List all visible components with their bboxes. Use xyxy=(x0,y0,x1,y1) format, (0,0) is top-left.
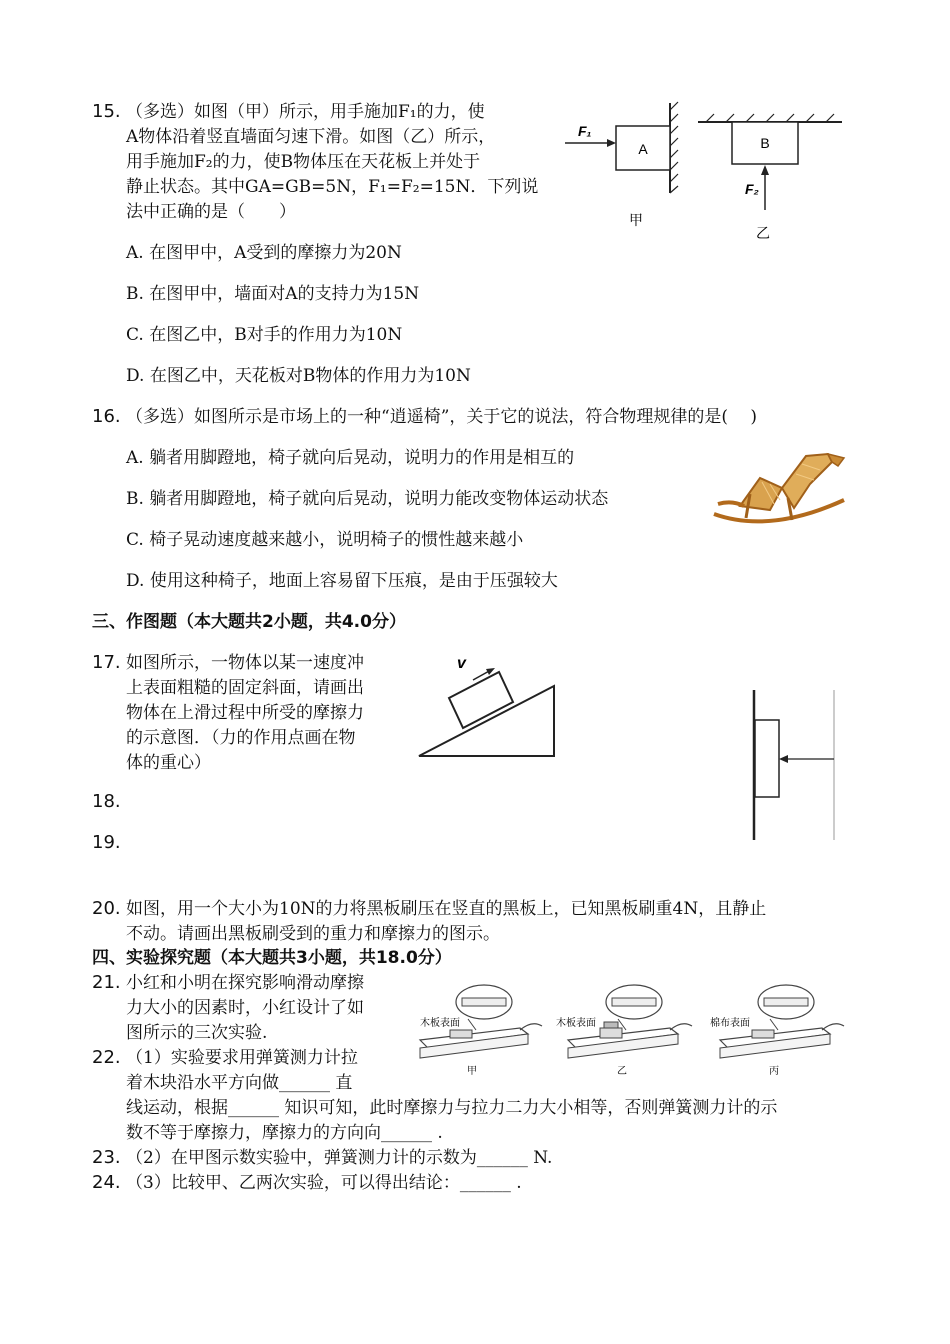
q16-option-a: A. 躺者用脚蹬地，椅子就向后晃动，说明力的作用是相互的 xyxy=(126,448,575,468)
q21-line-1: 小红和小明在探究影响滑动摩擦 xyxy=(126,973,364,993)
section-3-heading: 三、作图题（本大题共2小题，共4.0分） xyxy=(92,612,406,632)
q24-text: （3）比较甲、乙两次实验，可以得出结论：______ . xyxy=(126,1173,522,1193)
q15-line-2: A物体沿着竖直墙面匀速下滑。如图（乙）所示， xyxy=(126,127,496,147)
q20-line-1: 如图，用一个大小为10N的力将黑板刷压在竖直的黑板上，已知黑板刷重4N，且静止 xyxy=(126,899,767,919)
label-yi-exp: 乙 xyxy=(617,1066,627,1077)
q21-line-2: 力大小的因素时，小红设计了如 xyxy=(126,998,364,1018)
q15-line-4: 静止状态。其中GA=GB=5N，F₁=F₂=15N．下列说 xyxy=(126,177,539,197)
question-15-number: 15. xyxy=(92,101,121,122)
q17-line-5: 体的重心） xyxy=(126,753,211,773)
question-19-number: 19. xyxy=(92,832,121,853)
surface-label-yi: 木板表面 xyxy=(556,1018,596,1029)
label-yi: 乙 xyxy=(756,225,770,241)
f1-label: F₁ xyxy=(578,123,592,139)
section-4-heading: 四、实验探究题（本大题共3小题，共18.0分） xyxy=(92,948,452,968)
label-jia: 甲 xyxy=(629,212,643,228)
q21-line-3: 图所示的三次实验. xyxy=(126,1023,268,1043)
q15-option-a: A. 在图甲中，A受到的摩擦力为20N xyxy=(126,243,402,263)
question-17-number: 17. xyxy=(92,652,121,673)
question-21-number: 21. xyxy=(92,972,121,993)
question-18-number: 18. xyxy=(92,791,121,812)
q16-option-c: C. 椅子晃动速度越来越小，说明椅子的惯性越来越小 xyxy=(126,530,524,550)
q17-line-3: 物体在上滑过程中所受的摩擦力 xyxy=(126,703,364,723)
q22-line-3: 线运动，根据______ 知识可知，此时摩擦力与拉力二力大小相等，否则弹簧测力计的示 xyxy=(126,1098,778,1118)
q16-option-d: D. 使用这种椅子，地面上容易留下压痕，是由于压强较大 xyxy=(126,571,558,591)
blackboard-figure xyxy=(745,690,837,840)
question-16-number: 16. xyxy=(92,406,121,427)
block-a-label: A xyxy=(638,141,648,157)
q20-line-2: 不动。请画出黑板刷受到的重力和摩擦力的图示。 xyxy=(126,924,500,944)
q16-stem: （多选）如图所示是市场上的一种“逍遥椅”，关于它的说法，符合物理规律的是( ) xyxy=(126,407,758,427)
velocity-label: v xyxy=(457,655,466,672)
q15-option-b: B. 在图甲中，墙面对A的支持力为15N xyxy=(126,284,420,304)
question-20-number: 20. xyxy=(92,898,121,919)
experiment-jia xyxy=(420,985,542,1077)
q15-option-d: D. 在图乙中，天花板对B物体的作用力为10N xyxy=(126,366,471,386)
q15-figure xyxy=(560,98,850,248)
friction-experiment-figure xyxy=(416,978,856,1078)
q17-line-1: 如图所示，一物体以某一速度冲 xyxy=(126,653,364,673)
q17-line-4: 的示意图．（力的作用点画在物 xyxy=(126,728,356,748)
question-23-number: 23. xyxy=(92,1147,121,1168)
question-24-number: 24. xyxy=(92,1172,121,1193)
q22-line-4: 数不等于摩擦力，摩擦力的方向向______ . xyxy=(126,1123,443,1143)
experiment-yi xyxy=(556,985,692,1077)
q17-line-2: 上表面粗糙的固定斜面，请画出 xyxy=(126,678,364,698)
rocking-chair-image xyxy=(710,448,850,536)
block-b-label: B xyxy=(760,135,770,151)
q22-line-2: 着木块沿水平方向做______ 直 xyxy=(126,1073,353,1093)
q23-text: （2）在甲图示数实验中，弹簧测力计的示数为______ N. xyxy=(126,1148,553,1168)
surface-label-jia: 木板表面 xyxy=(420,1018,460,1029)
q15-line-5: 法中正确的是（ ） xyxy=(126,202,296,222)
q15-option-c: C. 在图乙中，B对手的作用力为10N xyxy=(126,325,403,345)
question-22-number: 22. xyxy=(92,1047,121,1068)
q15-line-3: 用手施加F₂的力，使B物体压在天花板上并处于 xyxy=(126,152,481,172)
surface-label-bing: 棉布表面 xyxy=(710,1018,750,1029)
label-jia-exp: 甲 xyxy=(467,1066,477,1077)
q22-line-1: （1）实验要求用弹簧测力计拉 xyxy=(126,1048,358,1068)
label-bing-exp: 丙 xyxy=(769,1066,779,1077)
q16-option-b: B. 躺者用脚蹬地，椅子就向后晃动，说明力能改变物体运动状态 xyxy=(126,489,609,509)
q15-line-1: （多选）如图（甲）所示，用手施加F₁的力，使 xyxy=(126,102,485,122)
incline-figure xyxy=(415,650,560,760)
experiment-bing xyxy=(710,985,844,1077)
f2-label: F₂ xyxy=(745,181,759,197)
